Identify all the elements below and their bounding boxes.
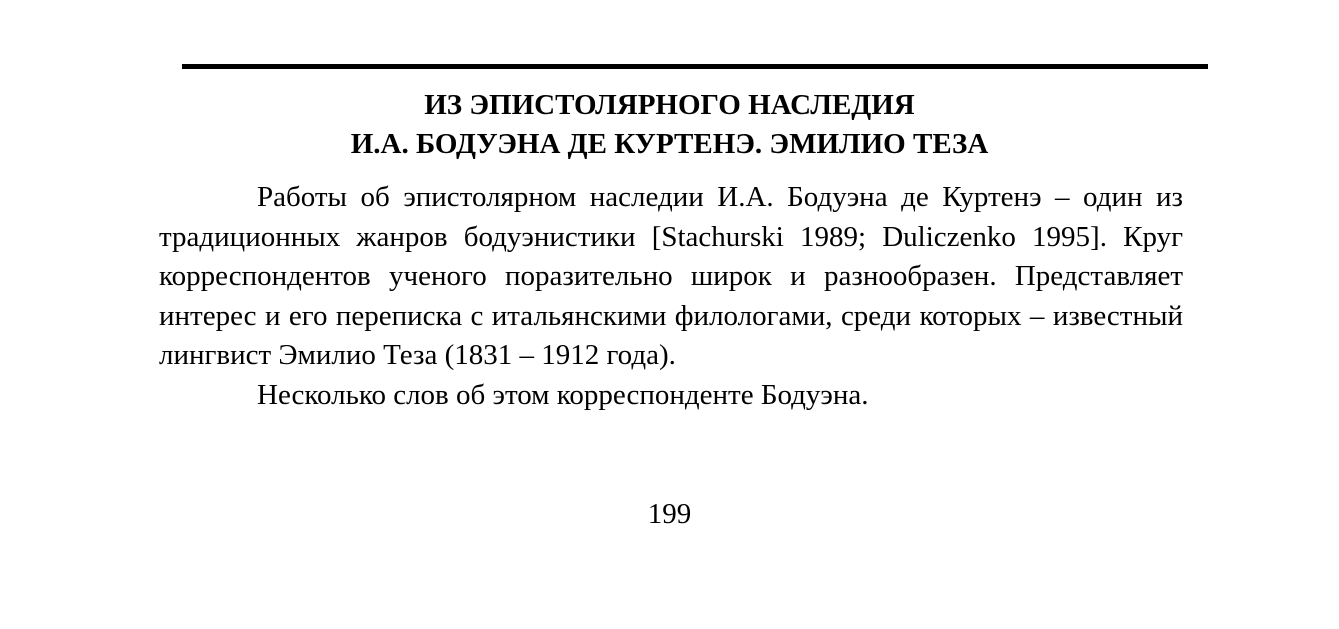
- title-line-1: ИЗ ЭПИСТОЛЯРНОГО НАСЛЕДИЯ: [424, 89, 915, 121]
- top-rule: [182, 64, 1208, 69]
- paragraph-1: Работы об эпистолярном наследии И.А. Бодуэна де Куртенэ – один из традиционных жанров бодуэнистики [Stachurski 1989; Duliczenko 1995]. Круг корреспондентов ученого поразительно широк и разнообразен. Представляет интерес и его переписка с итальянскими филологами, среди которых – известный лингвист Эмилио Теза (1831 – 1912 года).: [159, 181, 1183, 372]
- paragraph-2: Несколько слов об этом корреспонденте Бодуэна.: [257, 378, 869, 411]
- page-title: [150, 86, 1189, 164]
- title-line-2: И.А. БОДУЭНА ДЕ КУРТЕНЭ. ЭМИЛИО ТЕЗА: [350, 128, 989, 160]
- page-number: 199: [647, 498, 692, 530]
- body-text: [159, 178, 1183, 416]
